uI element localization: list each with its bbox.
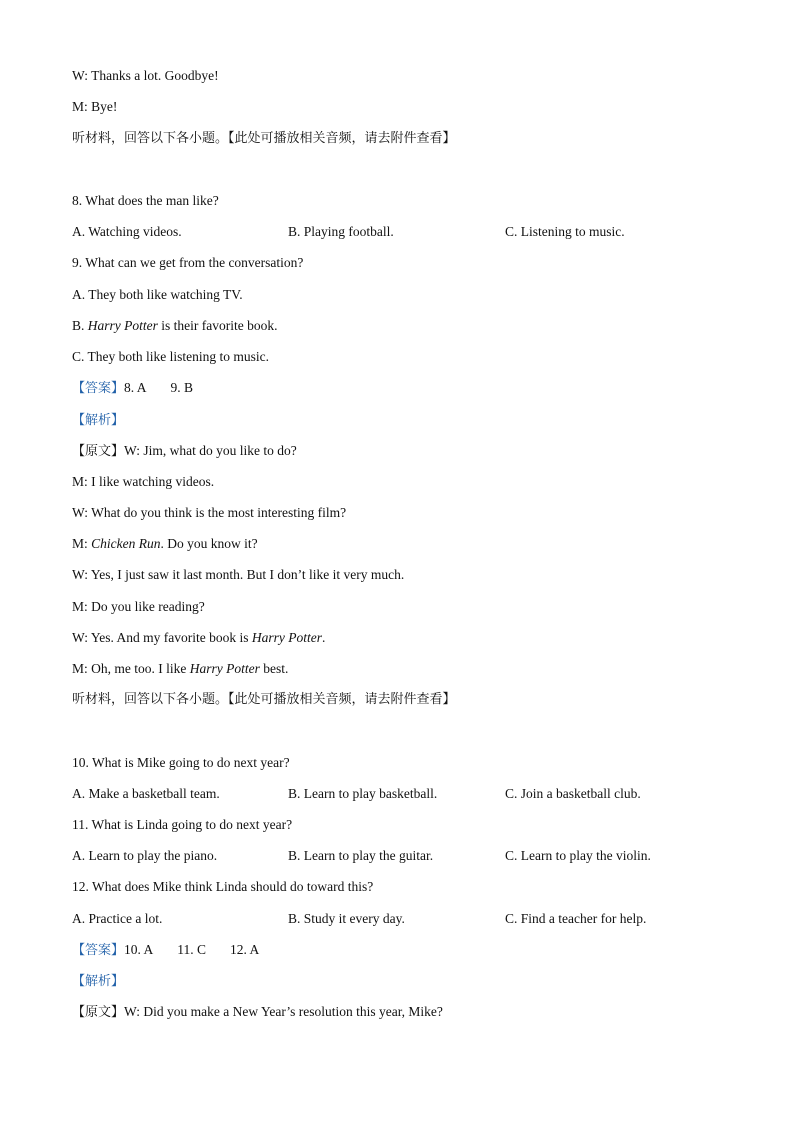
q8-option-b: B. Playing football.	[288, 224, 394, 239]
transcript-text: W: Did you make a New Year’s resolution this year, Mike?	[124, 1004, 443, 1019]
q11-option-b: B. Learn to play the guitar.	[288, 848, 434, 863]
q8-option-a: A. Watching videos.	[72, 224, 182, 239]
transcript-line	[72, 660, 288, 678]
q9-option-b	[72, 317, 278, 335]
question-11: 11. What is Linda going to do next year?	[72, 817, 293, 832]
dialog-line: W: Thanks a lot. Goodbye!	[72, 68, 219, 83]
analysis-row	[72, 411, 124, 430]
transcript-line: W: What do you think is the most interesting film?	[72, 505, 347, 520]
transcript-line	[72, 535, 258, 553]
q10-option-c: C. Join a basketball club.	[505, 786, 641, 801]
book-title: Harry Potter	[189, 661, 260, 676]
transcript-text: M:	[72, 536, 92, 551]
q10-option-a: A. Make a basketball team.	[72, 786, 220, 801]
q9-option-c: C. They both like listening to music.	[72, 349, 269, 364]
question-8: 8. What does the man like?	[72, 193, 219, 208]
dialog-line: M: Bye!	[72, 99, 118, 114]
transcript-text: .	[322, 630, 326, 645]
transcript-text: . Do you know it?	[160, 536, 258, 551]
q8-option-c: C. Listening to music.	[505, 224, 625, 239]
analysis-row	[72, 972, 124, 991]
q12-option-a: A. Practice a lot.	[72, 911, 163, 926]
q11-option-a: A. Learn to play the piano.	[72, 848, 218, 863]
book-title: Harry Potter	[87, 318, 158, 333]
q9-option-a: A. They both like watching TV.	[72, 287, 243, 302]
transcript-line	[72, 629, 325, 647]
question-10: 10. What is Mike going to do next year?	[72, 755, 290, 770]
answer-row	[72, 379, 217, 398]
answer-item: 11. C	[177, 942, 207, 957]
q12-option-b: B. Study it every day.	[288, 911, 405, 926]
answer-item: 10. A	[124, 942, 154, 957]
transcript-line	[72, 442, 297, 461]
answer-item: 8. A	[124, 380, 147, 395]
analysis-tag: 【解析】	[72, 974, 125, 989]
answer-tag: 【答案】	[72, 381, 125, 396]
option-text: B.	[72, 318, 88, 333]
option-text: is their favorite book.	[157, 318, 278, 333]
transcript-line: W: Yes, I just saw it last month. But I don’t like it very much.	[72, 567, 405, 582]
transcript-text: best.	[259, 661, 289, 676]
transcript-line: M: I like watching videos.	[72, 474, 215, 489]
answer-tag: 【答案】	[72, 943, 125, 958]
question-9: 9. What can we get from the conversation?	[72, 255, 304, 270]
film-title: Chicken Run	[91, 536, 161, 551]
q12-option-c: C. Find a teacher for help.	[505, 911, 647, 926]
transcript-text: M: Oh, me too. I like	[72, 661, 190, 676]
answer-row	[72, 941, 283, 960]
original-tag: 【原文】	[72, 1005, 125, 1020]
original-tag: 【原文】	[72, 444, 125, 459]
analysis-tag: 【解析】	[72, 413, 125, 428]
transcript-line: M: Do you like reading?	[72, 599, 205, 614]
answer-item: 9. B	[170, 380, 194, 395]
listening-instruction: 听材料，回答以下各小题。【此处可播放相关音频，请去附件查看】	[72, 131, 456, 146]
listening-instruction: 听材料，回答以下各小题。【此处可播放相关音频，请去附件查看】	[72, 692, 456, 707]
transcript-text: W: Yes. And my favorite book is	[72, 630, 252, 645]
book-title: Harry Potter	[251, 630, 322, 645]
q10-option-b: B. Learn to play basketball.	[288, 786, 438, 801]
transcript-text: W: Jim, what do you like to do?	[124, 443, 297, 458]
transcript-line	[72, 1003, 443, 1022]
q11-option-c: C. Learn to play the violin.	[505, 848, 651, 863]
answer-item: 12. A	[230, 942, 260, 957]
question-12: 12. What does Mike think Linda should do toward this?	[72, 879, 374, 894]
